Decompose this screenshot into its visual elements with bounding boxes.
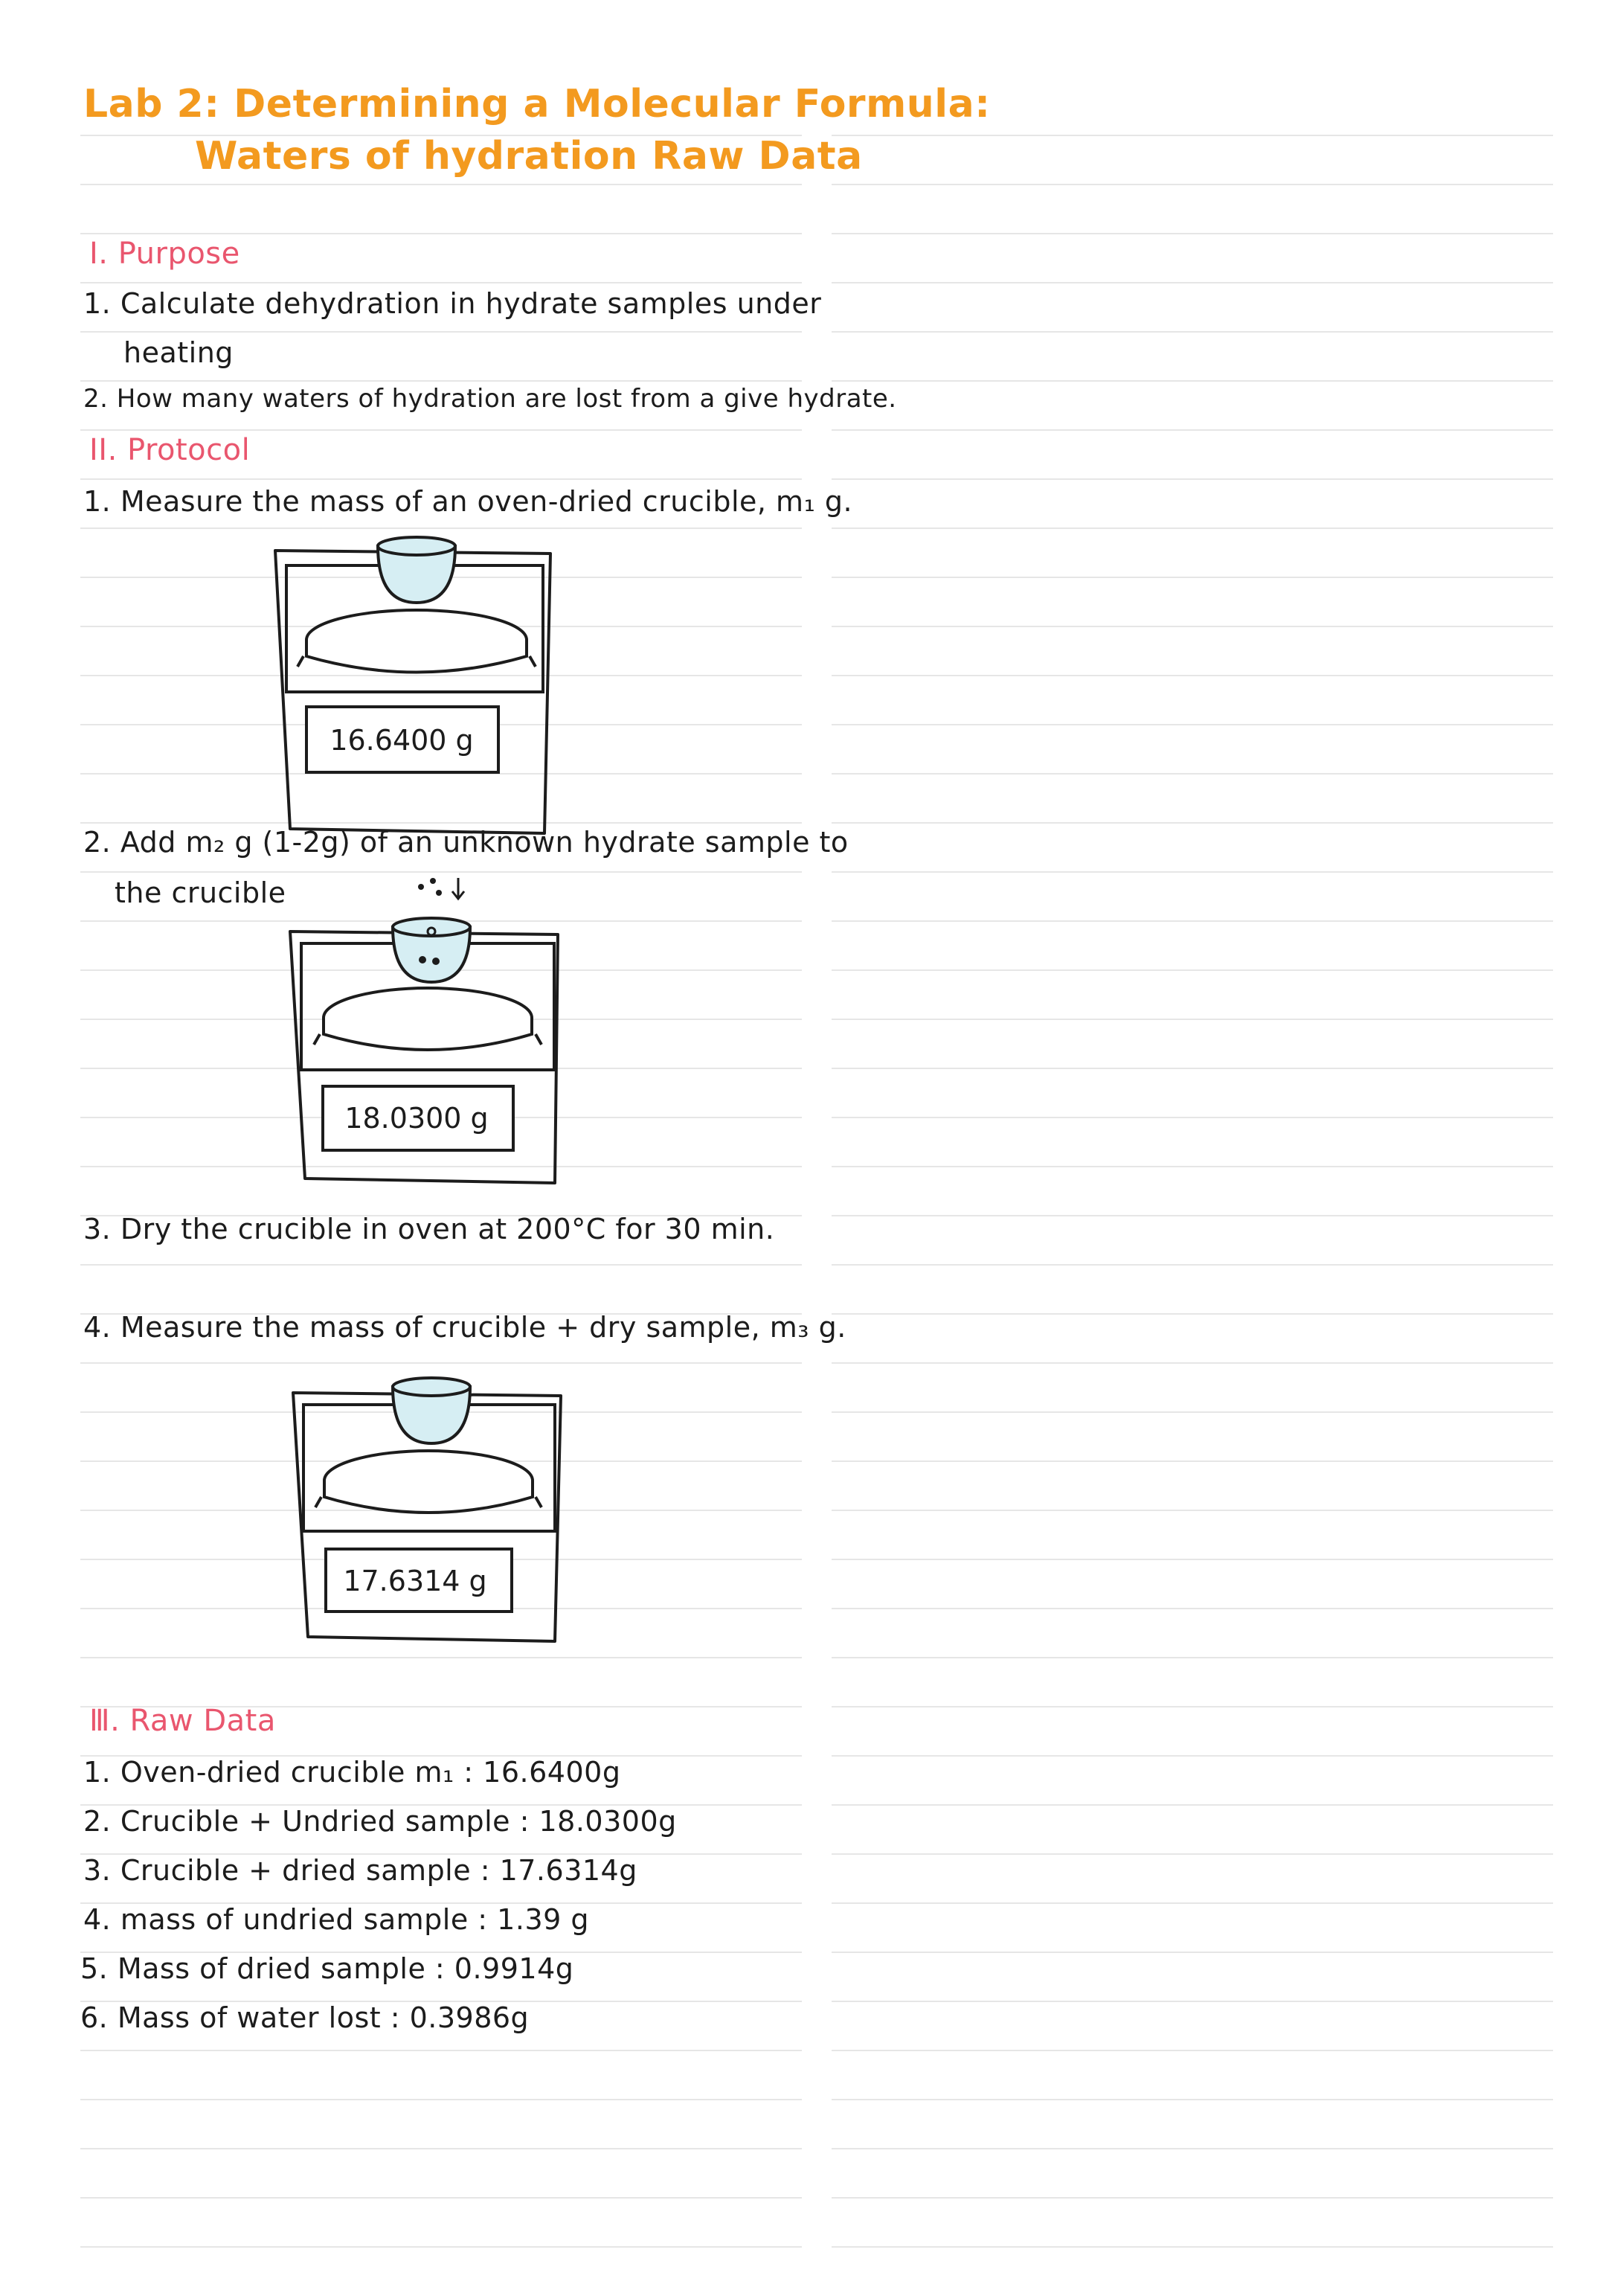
purpose-item-1-cont: heating <box>123 336 234 369</box>
crucible-icon <box>393 1378 470 1443</box>
raw-data-item-6: 6. Mass of water lost : 0.3986g <box>80 2001 530 2034</box>
protocol-step-4: 4. Measure the mass of crucible + dry sample, m₃ g. <box>83 1311 846 1344</box>
raw-data-item-5: 5. Mass of dried sample : 0.9914g <box>80 1952 574 1985</box>
balance-scale-3 <box>283 1354 580 1652</box>
purpose-item-1: 1. Calculate dehydration in hydrate samples under <box>83 287 822 320</box>
page-title: Lab 2: Determining a Molecular Formula: <box>83 82 991 126</box>
display-reading-3: 17.6314 g <box>343 1565 487 1597</box>
page-subtitle: Waters of hydration Raw Data <box>195 134 863 179</box>
display-reading-2: 18.0300 g <box>344 1102 489 1135</box>
section-heading-purpose: I. Purpose <box>89 237 240 271</box>
falling-sample-icon <box>418 878 464 899</box>
raw-data-item-4: 4. mass of undried sample : 1.39 g <box>83 1903 589 1936</box>
protocol-step-2-cont: the crucible <box>115 876 286 909</box>
protocol-step-2: 2. Add m₂ g (1-2g) of an unknown hydrate sample to <box>83 826 849 859</box>
balance-scale-2 <box>283 863 580 1190</box>
section-heading-raw-data: Ⅲ. Raw Data <box>89 1704 276 1738</box>
section-heading-protocol: II. Protocol <box>89 433 251 467</box>
protocol-step-1: 1. Measure the mass of an oven-dried crucible, m₁ g. <box>83 485 853 518</box>
display-reading-1: 16.6400 g <box>330 724 474 757</box>
crucible-icon <box>378 537 455 603</box>
balance-scale-1 <box>268 528 565 841</box>
raw-data-item-3: 3. Crucible + dried sample : 17.6314g <box>83 1854 637 1887</box>
purpose-item-2: 2. How many waters of hydration are lost from a give hydrate. <box>83 384 897 414</box>
raw-data-item-1: 1. Oven-dried crucible m₁ : 16.6400g <box>83 1756 621 1789</box>
raw-data-item-2: 2. Crucible + Undried sample : 18.0300g <box>83 1805 677 1838</box>
crucible-with-sample-icon <box>393 918 470 982</box>
protocol-step-3: 3. Dry the crucible in oven at 200°C for 30 min. <box>83 1213 775 1245</box>
